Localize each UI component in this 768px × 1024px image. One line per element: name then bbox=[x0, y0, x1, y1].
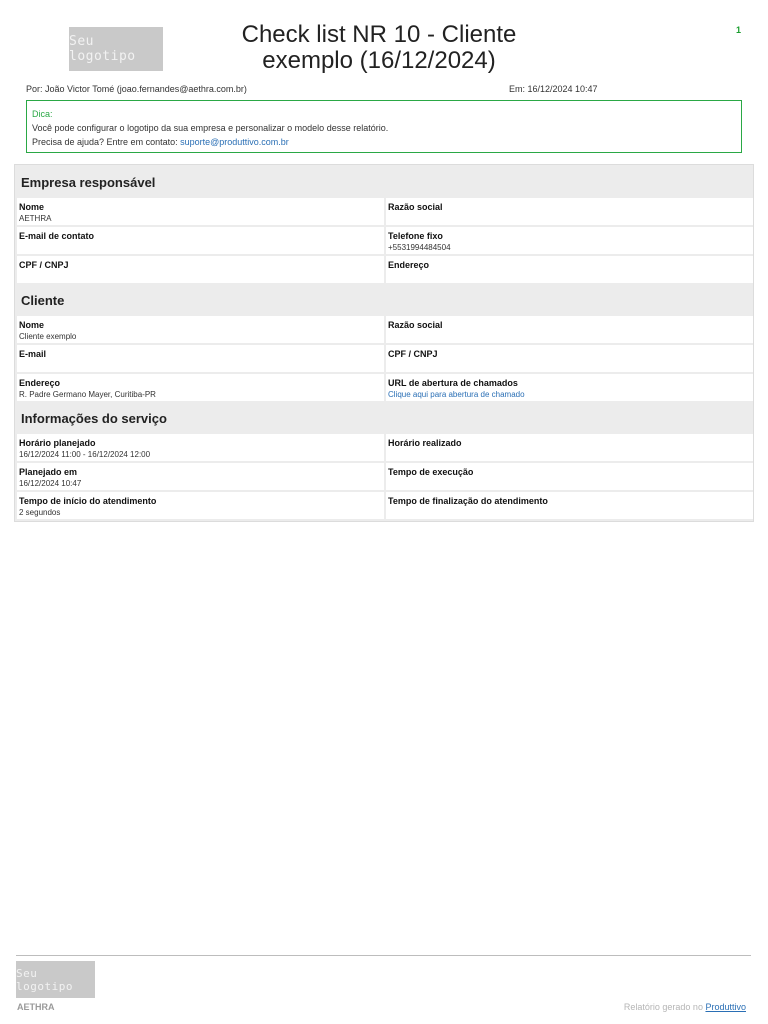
report-author: Por: João Victor Tomé (joao.fernandes@aethra.com.br) bbox=[26, 84, 247, 94]
page-number: 1 bbox=[735, 25, 741, 35]
tip-help bbox=[32, 135, 735, 149]
report-date: Em: 16/12/2024 10:47 bbox=[509, 84, 598, 94]
field-label: CPF / CNPJ bbox=[19, 260, 69, 270]
field-horario-planejado bbox=[17, 434, 384, 461]
field-label: URL de abertura de chamados bbox=[388, 378, 518, 388]
field-empresa-nome bbox=[17, 198, 384, 225]
field-label: Tempo de execução bbox=[388, 467, 474, 477]
servico-fields bbox=[17, 434, 751, 519]
field-label: Horário realizado bbox=[388, 438, 462, 448]
footer-generated-by bbox=[624, 1002, 746, 1012]
field-value: 16/12/2024 10:47 bbox=[19, 479, 82, 488]
field-empresa-endereco bbox=[386, 256, 753, 283]
field-cliente-nome bbox=[17, 316, 384, 343]
support-email-link[interactable]: suporte@produttivo.com.br bbox=[180, 137, 289, 147]
field-value: +5531994484504 bbox=[388, 243, 451, 252]
field-label: Tempo de início do atendimento bbox=[19, 496, 157, 506]
field-label: Razão social bbox=[388, 320, 443, 330]
produttivo-link[interactable]: Produttivo bbox=[705, 1002, 746, 1012]
field-label: Razão social bbox=[388, 202, 443, 212]
field-cliente-url-chamados bbox=[386, 374, 753, 401]
field-value: Cliente exemplo bbox=[19, 332, 77, 341]
footer-company-name: AETHRA bbox=[17, 1002, 55, 1012]
field-value: 2 segundos bbox=[19, 508, 61, 517]
section-heading-empresa: Empresa responsável bbox=[21, 175, 156, 190]
field-label: Planejado em bbox=[19, 467, 78, 477]
report-body bbox=[14, 164, 754, 522]
field-tempo-execucao bbox=[386, 463, 753, 490]
field-empresa-email bbox=[17, 227, 384, 254]
section-heading-servico: Informações do serviço bbox=[21, 411, 167, 426]
footer-logo-placeholder: Seu logotipo bbox=[16, 961, 95, 998]
tip-help-text: Precisa de ajuda? Entre em contato: bbox=[32, 137, 178, 147]
field-label: E-mail bbox=[19, 349, 47, 359]
field-cliente-razao-social bbox=[386, 316, 753, 343]
tip-title: Dica: bbox=[32, 109, 53, 119]
field-cliente-email bbox=[17, 345, 384, 372]
field-tempo-finalizacao bbox=[386, 492, 753, 519]
field-value: R. Padre Germano Mayer, Curitiba-PR bbox=[19, 390, 156, 399]
field-label: Horário planejado bbox=[19, 438, 96, 448]
field-cliente-endereco bbox=[17, 374, 384, 401]
field-cliente-cpf-cnpj bbox=[386, 345, 753, 372]
field-label: Nome bbox=[19, 320, 45, 330]
company-logo-placeholder: Seu logotipo bbox=[69, 27, 163, 71]
footer-generated-text: Relatório gerado no bbox=[623, 1002, 703, 1012]
open-ticket-link[interactable]: Clique aqui para abertura de chamado bbox=[388, 390, 525, 399]
field-label: E-mail de contato bbox=[19, 231, 95, 241]
section-heading-cliente: Cliente bbox=[21, 293, 65, 308]
tip-box bbox=[26, 100, 742, 153]
field-label: CPF / CNPJ bbox=[388, 349, 438, 359]
field-label: Telefone fixo bbox=[388, 231, 443, 241]
tip-text: Você pode configurar o logotipo da sua empresa e personalizar o modelo desse relatório. bbox=[32, 123, 389, 133]
field-empresa-telefone bbox=[386, 227, 753, 254]
field-empresa-razao-social bbox=[386, 198, 753, 225]
report-title: Check list NR 10 - Cliente exemplo (16/12/2024) bbox=[241, 21, 517, 74]
field-label: Nome bbox=[19, 202, 45, 212]
field-label: Tempo de finalização do atendimento bbox=[388, 496, 548, 506]
field-label: Endereço bbox=[388, 260, 430, 270]
empresa-fields bbox=[17, 198, 751, 283]
field-label: Endereço bbox=[19, 378, 61, 388]
field-planejado-em bbox=[17, 463, 384, 490]
footer-divider bbox=[16, 955, 751, 956]
field-tempo-inicio bbox=[17, 492, 384, 519]
field-empresa-cpf-cnpj bbox=[17, 256, 384, 283]
cliente-fields bbox=[17, 316, 751, 401]
field-horario-realizado bbox=[386, 434, 753, 461]
field-value: 16/12/2024 11:00 - 16/12/2024 12:00 bbox=[19, 450, 151, 459]
field-value: AETHRA bbox=[19, 214, 52, 223]
